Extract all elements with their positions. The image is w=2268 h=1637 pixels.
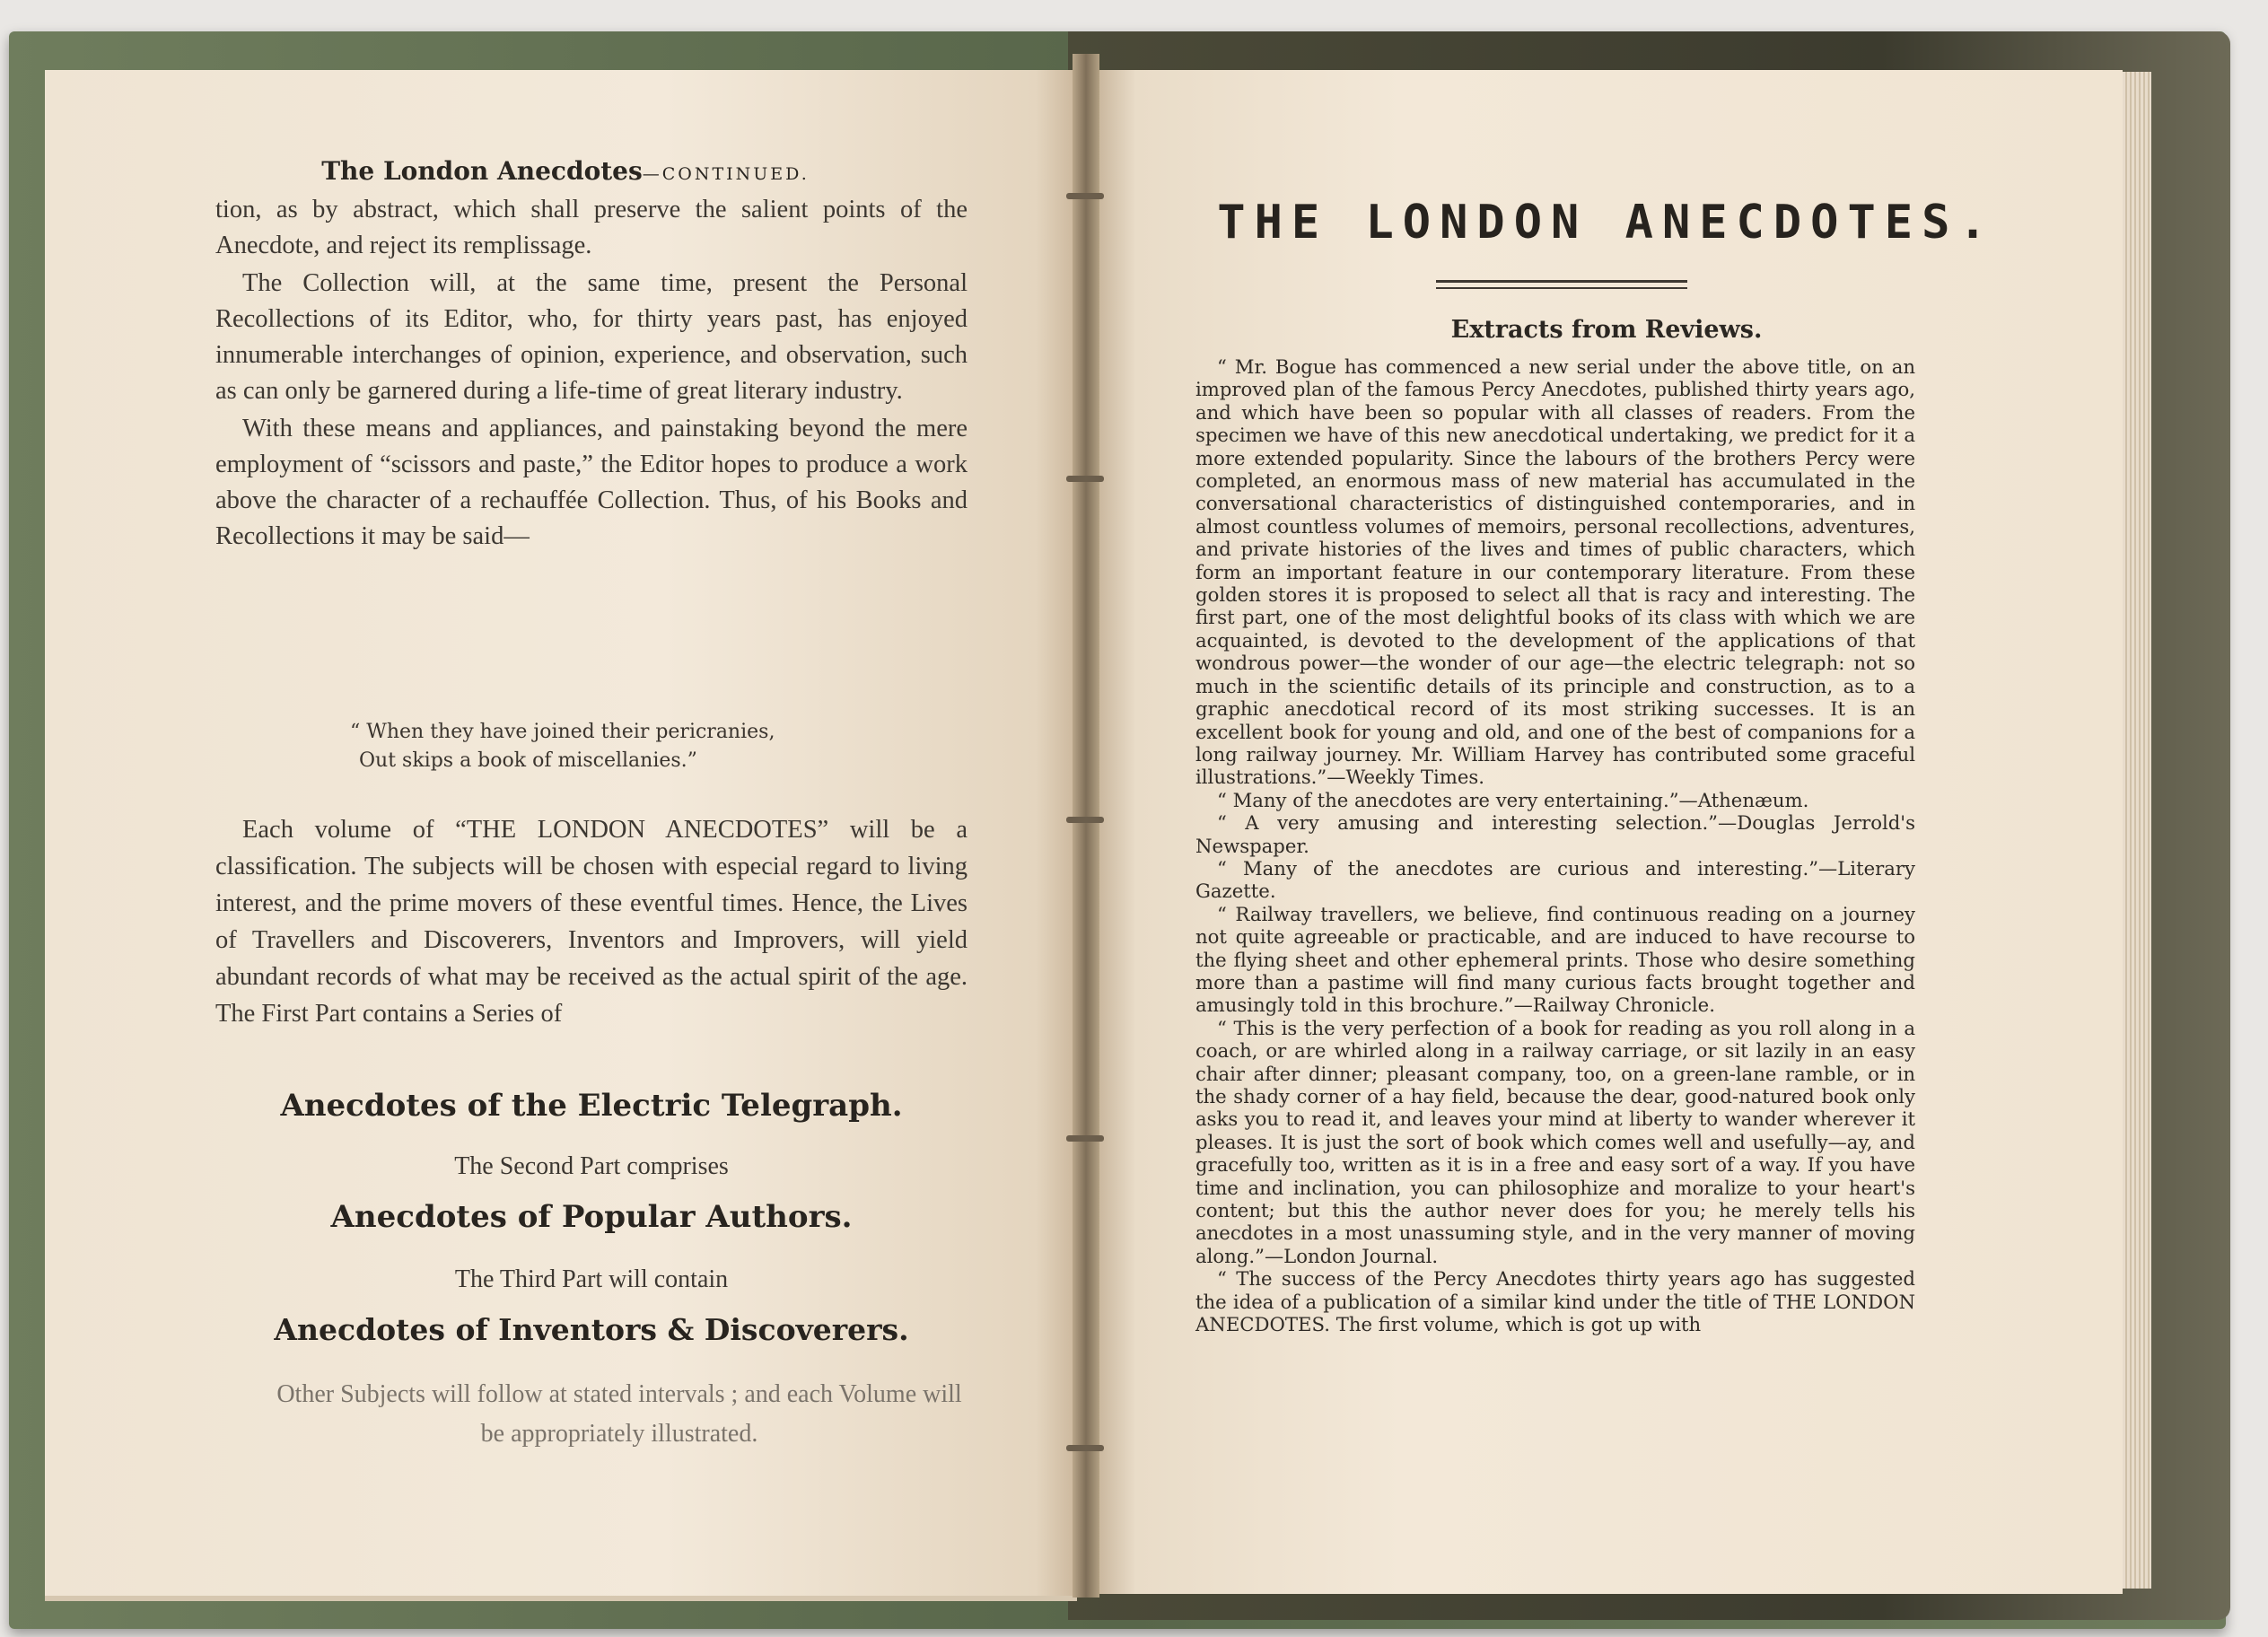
- right-page-title: THE LONDON ANECDOTES.: [1217, 196, 1996, 249]
- review: “ Many of the anecdotes are curious and interesting.”—Literary Gazette.: [1195, 856, 1915, 903]
- paragraph: With these means and appliances, and painstaking beyond the mere employment of “scissors and paste,” the Editor hopes to produce a work above the character of a rechauffée Collection. Thus, of his Books and Recollections it may be said—: [215, 415, 968, 550]
- reviews-heading: Extracts from Reviews.: [1450, 316, 1763, 344]
- review: “ Mr. Bogue has commenced a new serial under the above title, on an improved plan of the famous Percy Anecdotes, published thirty years ago, and which have been so popular with all classes of readers. From the specimen we have of this new anecdotical undertaking, we predict for it a more extended popularity. Since the labours of the brothers Percy were completed, an enormous mass of new material has accumulated in the conversational characteristics of distinguished contemporaries, and in almost countless volumes of memoirs, personal recollections, adventures, and private histories of the lives and times of public characters, which form an important feature in our contemporary literature. From these golden stores it is proposed to select all that is racy and interesting. The first part, one of the most delightful books of its class with which we are acquainted, is devoted to the development of the applications of that wondrous power—the wonder of our age—the electric telegraph: not so much in the scientific details of its principle and construction, as to a graphic anecdotical record of its most striking successes. It is an excellent book for young and old, and one of the best of companions for a long railway journey. Mr. William Harvey has contributed some graceful illustrations.”—Weekly Times.: [1195, 355, 1915, 789]
- verse-quote: [350, 718, 889, 775]
- left-page-body: [215, 192, 968, 555]
- paragraph: tion, as by abstract, which shall preserve the salient points of the Anecdote, and reject its remplissage.: [215, 196, 968, 259]
- closing-note: Other Subjects will follow at stated intervals ; and each Volume will be appropriately illustrated.: [276, 1380, 962, 1448]
- quote-line: “ When they have joined their pericranies,: [350, 721, 775, 743]
- part-two-intro: The Second Part comprises: [454, 1152, 729, 1180]
- review: “ Many of the anecdotes are very entertaining.”—Athenæum.: [1217, 788, 1809, 811]
- page-edges: [2123, 72, 2151, 1589]
- review: “ Railway travellers, we believe, find continuous reading on a journey not quite agreeable or practicable, and are induced to have recourse to the flying sheet and other ephemeral prints. Those who desire something more than a pastime will find many curious facts brought together and amusingly told in this brochure.”—Railway Chronicle.: [1195, 902, 1915, 1017]
- paragraph: Each volume of “THE LONDON ANECDOTES” will be a classification. The subjects will be chosen with especial regard to living interest, and the prime movers of these eventful times. Hence, the Lives of Travellers and Discoverers, Inventors and Improvers, will yield abundant records of what may be received as the actual spirit of the age. The First Part contains a Series of: [215, 816, 968, 1028]
- heading-continued: —CONTINUED.: [642, 164, 810, 184]
- review: “ The success of the Percy Anecdotes thirty years ago has suggested the idea of a publication of a similar kind under the title of THE LONDON ANECDOTES. The first volume, which is got up with: [1195, 1267, 1915, 1336]
- heading-title: The London Anecdotes: [321, 156, 643, 186]
- part-one-title: Anecdotes of the Electric Telegraph.: [280, 1088, 903, 1124]
- paragraph: The Collection will, at the same time, present the Personal Recollections of its Editor, who, for thirty years past, has enjoyed innumerable interchanges of opinion, experience, and observation, such as can only be garnered during a life-time of great literary industry.: [215, 269, 968, 405]
- binding-stitch: [1066, 1135, 1104, 1142]
- title-rule: [1436, 287, 1687, 289]
- binding-stitch: [1066, 817, 1104, 823]
- part-three-intro: The Third Part will contain: [454, 1265, 729, 1293]
- part-three-title: Anecdotes of Inventors & Discoverers.: [274, 1312, 909, 1347]
- binding-stitch: [1066, 476, 1104, 482]
- binding-stitch: [1066, 193, 1104, 199]
- quote-line: Out skips a book of miscellanies.”: [359, 749, 697, 772]
- reviews-body: [1195, 355, 1915, 1335]
- title-rule: [1436, 280, 1687, 283]
- left-page-heading: [215, 156, 915, 186]
- binding-stitch: [1066, 1445, 1104, 1451]
- left-page-body-2: [215, 811, 968, 1032]
- book-gutter: [1073, 54, 1099, 1598]
- part-two-title: Anecdotes of Popular Authors.: [330, 1199, 853, 1235]
- review: “ A very amusing and interesting selection.”—Douglas Jerrold's Newspaper.: [1195, 811, 1915, 857]
- review: “ This is the very perfection of a book for reading as you roll along in a coach, or are whirled along in a railway carriage, or sit lazily in an easy chair after dinner; pleasant company, too, on a green-lane ramble, or in the shady corner of a hay field, because the dear, good-natured book only asks you to read it, and leaves your mind at liberty to wander wherever it pleases. It is just the sort of book which comes well and usefully—ay, and gracefully too, written as it is in a free and easy sort of a way. If you have time and inclination, you can philosophize and moralize to your heart's content; but this the author never does for you; he merely tells his anecdotes in a most unassuming style, and in the very manner of moving along.”—London Journal.: [1195, 1016, 1915, 1267]
